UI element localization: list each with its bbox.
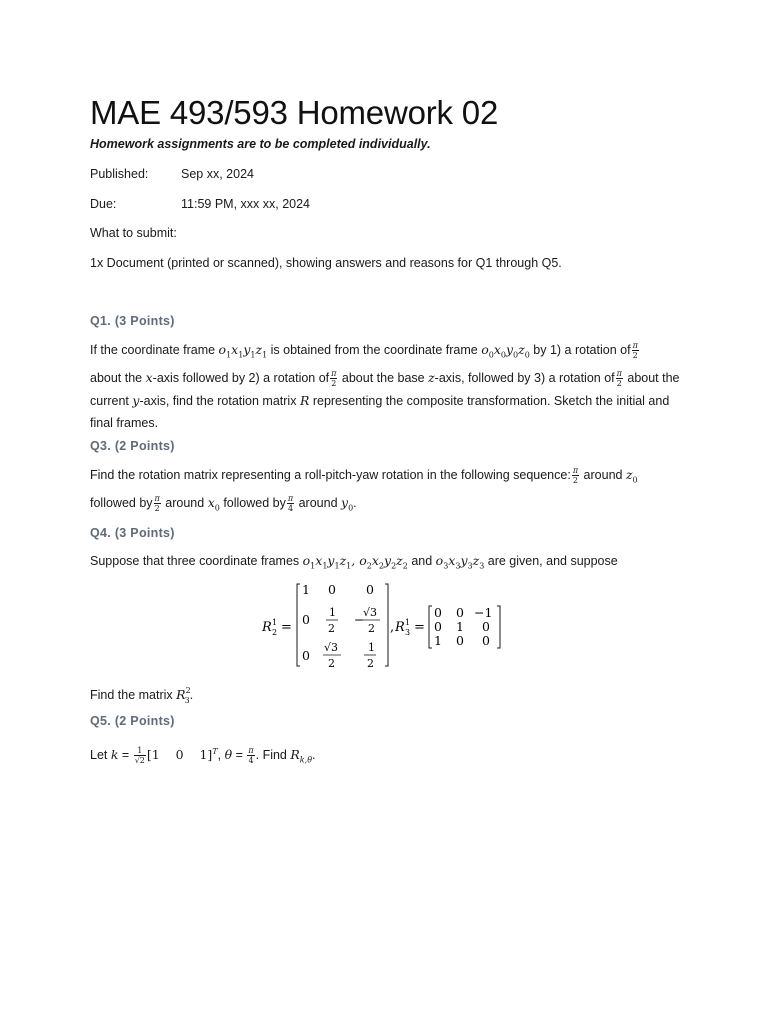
svg-text:0: 0 — [482, 619, 490, 634]
r-k-theta-symbol: $R_{k,\theta}$ — [290, 747, 313, 765]
svg-text:=: = — [414, 620, 425, 635]
svg-text:2: 2 — [272, 628, 278, 637]
svg-text:,: , — [390, 620, 395, 635]
document-subtitle: Homework assignments are to be completed individually. — [90, 137, 431, 151]
fraction-pi-over-4: $\frac{\pi}{4}$ — [248, 746, 254, 766]
svg-text:2: 2 — [367, 657, 374, 670]
svg-text:1: 1 — [329, 606, 336, 619]
svg-text:−1: −1 — [474, 605, 493, 620]
svg-text:1: 1 — [456, 619, 464, 634]
q4-heading: Q4. (3 Points) — [90, 526, 175, 540]
q3-heading: Q3. (2 Points) — [90, 439, 175, 453]
r12-symbol: R — [262, 620, 272, 635]
svg-text:√3: √3 — [363, 606, 378, 619]
matrix-bracket-left — [297, 584, 300, 666]
fraction-pi-over-2: $\frac{\pi}{2}$ — [154, 494, 160, 514]
r13-symbol: R — [395, 620, 405, 635]
matrix-bracket-right — [385, 584, 388, 666]
svg-text:1: 1 — [302, 582, 310, 597]
svg-text:3: 3 — [405, 628, 411, 637]
fraction-pi-over-2: $\frac{\pi}{2}$ — [616, 369, 622, 389]
svg-text:0: 0 — [434, 619, 442, 634]
fraction-pi-over-2: $\frac{\pi}{2}$ — [632, 341, 638, 361]
fraction-pi-over-2: $\frac{\pi}{2}$ — [331, 369, 337, 389]
due-value: 11:59 PM, xxx xx, 2024 — [181, 197, 310, 211]
q1-heading: Q1. (3 Points) — [90, 314, 175, 328]
due-label: Due: — [90, 197, 117, 211]
svg-text:0: 0 — [302, 612, 310, 627]
fraction-pi-over-4: $\frac{\pi}{4}$ — [287, 494, 294, 514]
svg-text:0: 0 — [456, 605, 464, 620]
q5-text: Let k = $\frac{1}{√2}$ [1 0 1]$^T$, θ = $\frac{\pi}{4}$ . Find $R_{k,\theta}$. — [90, 746, 316, 766]
fraction-1-over-sqrt2: $\frac{1}{√2}$ — [134, 746, 145, 766]
svg-text:0: 0 — [328, 582, 336, 597]
svg-text:1: 1 — [405, 618, 411, 627]
svg-text:0: 0 — [456, 633, 464, 648]
svg-text:2: 2 — [368, 622, 375, 635]
q3-text: Find the rotation matrix representing a roll-pitch-yaw rotation in the following sequence: $\frac{\pi}{2}$ around $z_0$ followed by $\frac{\pi}{2}$ around $x_0$ followed by $\frac{\pi}{4}$ around $y_0$. — [90, 466, 638, 514]
svg-text:1: 1 — [434, 633, 442, 648]
vector-k: [1 0 1]$^T$ — [146, 747, 218, 763]
svg-text:1: 1 — [272, 618, 278, 627]
published-label: Published: — [90, 167, 149, 181]
what-to-submit: What to submit: — [90, 226, 177, 240]
svg-text:0: 0 — [482, 633, 490, 648]
submission-description: 1x Document (printed or scanned), showing answers and reasons for Q1 through Q5. — [90, 256, 562, 270]
due-row — [90, 197, 310, 211]
published-value: Sep xx, 2024 — [181, 167, 254, 181]
svg-text:−: − — [354, 612, 365, 627]
q1-text: If the coordinate frame $o_1x_1y_1z_1$ is obtained from the coordinate frame $o_0x_0y_0z_0$ by 1) a rotation of $\frac{\pi}{2}$ about the x-axis followed by 2) a rotation of $\frac{\pi}{2}$ about the base z-axis, followed by 3) a rotation of $\frac{\pi}{2}$ about the current y-axis, find the rotation matrix R representing the composite transformation. Sketch the initial and final frames. — [90, 341, 680, 430]
svg-text:0: 0 — [434, 605, 442, 620]
published-row — [90, 167, 254, 181]
frame-o1x1y1z1: $o_1x_1y_1z_1$ — [218, 342, 268, 360]
svg-text:2: 2 — [328, 657, 335, 670]
svg-text:1: 1 — [368, 641, 375, 654]
frame-o0x0y0z0: $o_0x_0y_0z_0$ — [481, 342, 530, 360]
svg-text:2: 2 — [328, 622, 335, 635]
svg-text:0: 0 — [302, 648, 310, 663]
q4-find: Find the matrix $R^2_3$. — [90, 686, 194, 705]
document-title: MAE 493/593 Homework 02 — [90, 94, 499, 131]
q5-heading: Q5. (2 Points) — [90, 714, 175, 728]
svg-text:√3: √3 — [324, 641, 339, 654]
fraction-pi-over-2: $\frac{\pi}{2}$ — [572, 466, 579, 486]
r23-symbol: $R^2_3$ — [176, 686, 191, 705]
svg-text:0: 0 — [366, 582, 374, 597]
svg-text:=: = — [281, 620, 292, 635]
rotation-matrices-equation — [262, 580, 512, 676]
q4-text: Suppose that three coordinate frames $o_1x_1y_1z_1$, $o_2x_2y_2z_2$ and $o_3x_3y_3z_3$ are given, and suppose — [90, 553, 618, 571]
matrix-equation-svg — [262, 580, 512, 672]
